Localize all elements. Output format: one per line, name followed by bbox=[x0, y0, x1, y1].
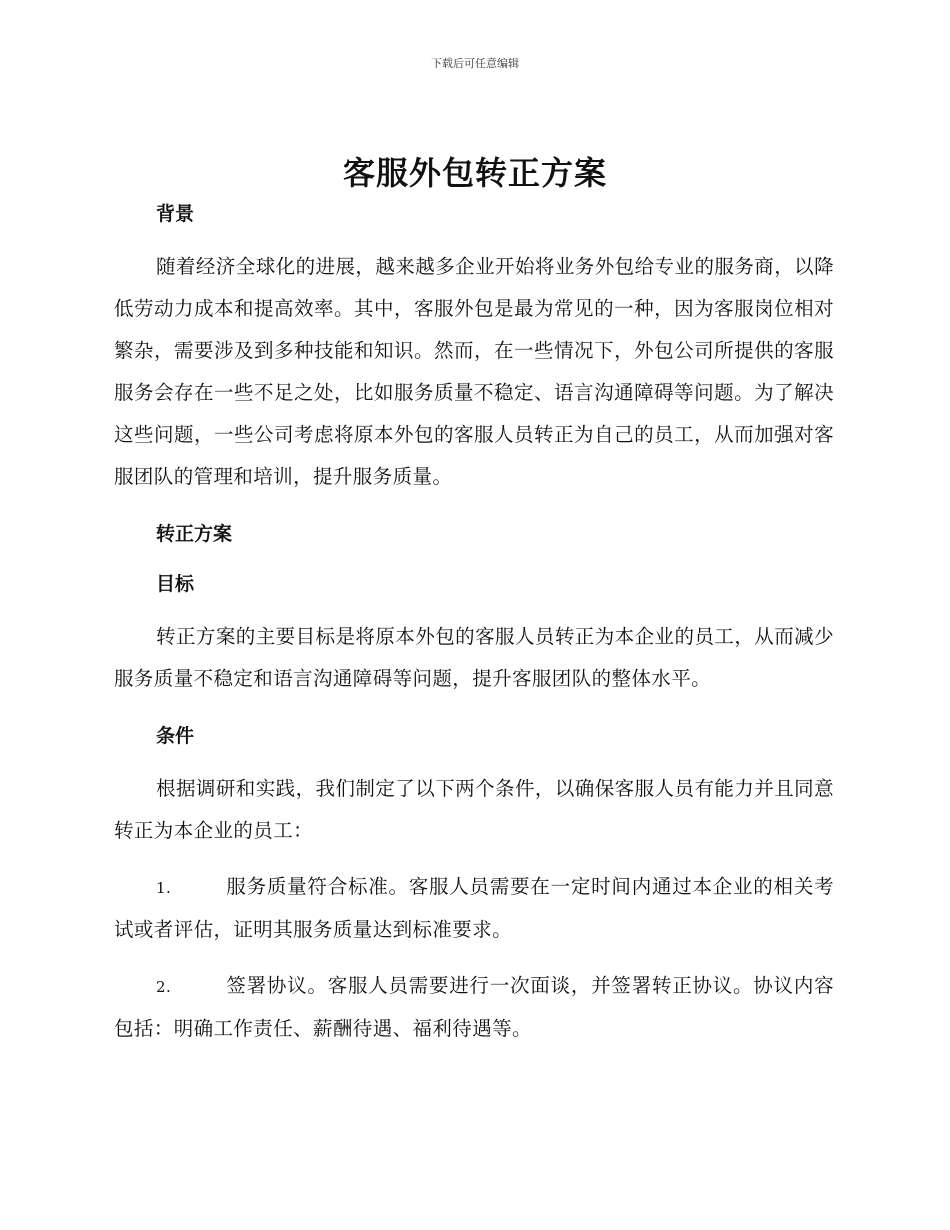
paragraph-conditions-intro: 根据调研和实践，我们制定了以下两个条件，以确保客服人员有能力并且同意转正为本企业的员工： bbox=[114, 777, 834, 842]
list-item bbox=[114, 866, 834, 951]
document-title: 客服外包转正方案 bbox=[342, 154, 607, 192]
list-item-number: 2. bbox=[156, 978, 172, 996]
list-item bbox=[114, 965, 834, 1050]
section-heading-plan: 转正方案 bbox=[156, 523, 233, 545]
section-heading-goal: 目标 bbox=[156, 573, 195, 595]
header-note: 下载后可任意编辑 bbox=[431, 57, 519, 70]
section-heading-conditions: 条件 bbox=[156, 725, 195, 747]
list-item-number: 1. bbox=[156, 879, 172, 897]
list-item-text: 服务质量符合标准。客服人员需要在一定时间内通过本企业的相关考试或者评估，证明其服务质量达到标准要求。 bbox=[114, 875, 834, 941]
paragraph-goal: 转正方案的主要目标是将原本外包的客服人员转正为本企业的员工，从而减少服务质量不稳定和语言沟通障碍等问题，提升客服团队的整体水平。 bbox=[114, 625, 834, 690]
section-heading-background: 背景 bbox=[156, 203, 195, 225]
paragraph-background: 随着经济全球化的进展，越来越多企业开始将业务外包给专业的服务商，以降低劳动力成本和提高效率。其中，客服外包是最为常见的一种，因为客服岗位相对繁杂，需要涉及到多种技能和知识。然而，在一些情况下，外包公司所提供的客服服务会存在一些不足之处，比如服务质量不稳定、语言沟通障碍等问题。为了解决这些问题，一些公司考虑将原本外包的客服人员转正为自己的员工，从而加强对客服团队的管理和培训，提升服务质量。 bbox=[114, 255, 834, 488]
document-body bbox=[114, 200, 834, 1050]
list-item-text: 签署协议。客服人员需要进行一次面谈，并签署转正协议。协议内容包括：明确工作责任、薪酬待遇、福利待遇等。 bbox=[114, 974, 834, 1040]
